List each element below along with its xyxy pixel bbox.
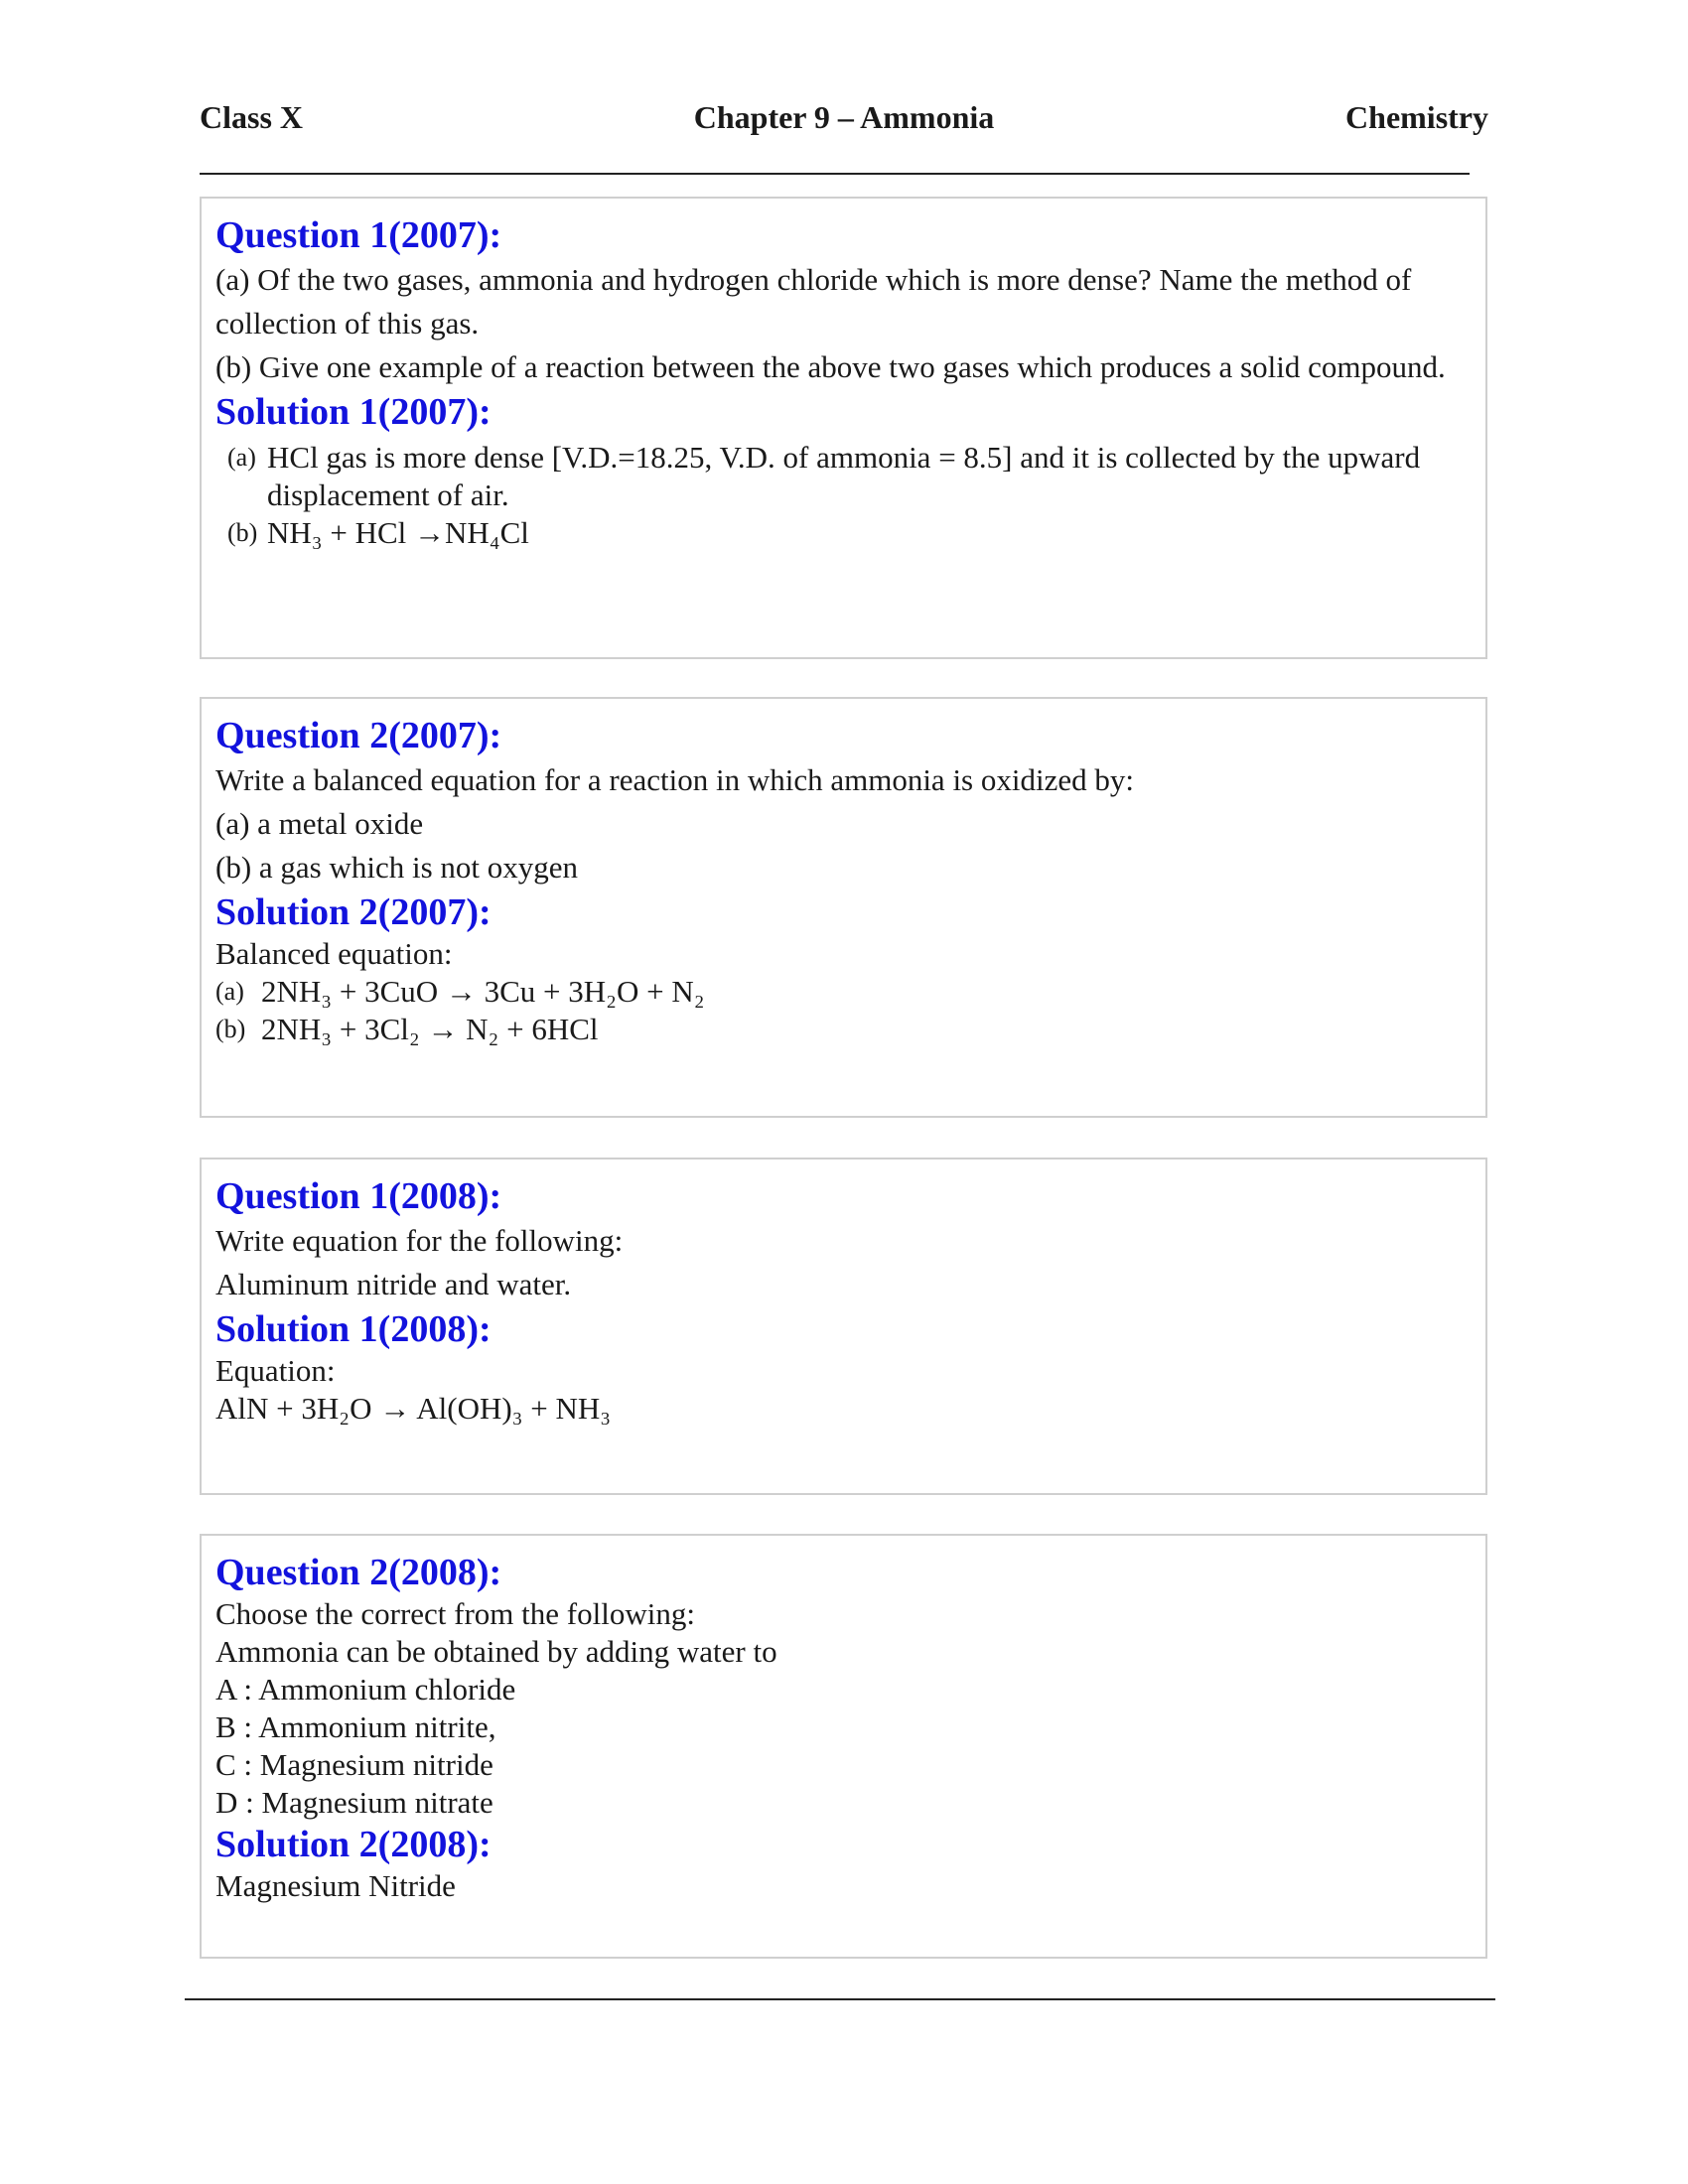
header-divider: [200, 173, 1470, 175]
option-a: A : Ammonium chloride: [215, 1672, 516, 1706]
solution-title: Solution 1(2008):: [215, 1308, 492, 1350]
solution-text: Equation:: [215, 1353, 336, 1388]
solution-item: [215, 973, 1472, 1011]
question-text: Ammonia can be obtained by adding water to: [215, 1634, 777, 1669]
solution-equation: 2NH₃ + 3Cl₂ → N₂ + 6HCl: [261, 1012, 599, 1046]
question-text: Aluminum nitride and water.: [215, 1267, 572, 1301]
item-label: (b): [227, 518, 258, 547]
question-text: (a) Of the two gases, ammonia and hydrogen chloride which is more dense? Name the method of collection of this gas.: [215, 262, 1412, 341]
question-title: Question 1(2007):: [215, 214, 502, 256]
qa-card-1-2008: [200, 1158, 1487, 1495]
question-text: (b) a gas which is not oxygen: [215, 850, 579, 885]
qa-card-2-2008: [200, 1534, 1487, 1959]
item-label: (b): [215, 1015, 246, 1043]
question-title: Question 2(2008):: [215, 1552, 502, 1593]
solution-equation: 2NH₃ + 3CuO → 3Cu + 3H₂O + N₂: [261, 974, 705, 1009]
qa-card-2-2007: [200, 697, 1487, 1118]
item-label: (a): [215, 977, 244, 1006]
solution-intro: Balanced equation:: [215, 936, 453, 971]
question-text: Write equation for the following:: [215, 1223, 624, 1258]
solution-equation: AlN + 3H₂O → Al(OH)₃ + NH₃: [215, 1391, 612, 1426]
option-c: C : Magnesium nitride: [215, 1747, 493, 1782]
solution-title: Solution 2(2008):: [215, 1824, 492, 1865]
solution-title: Solution 2(2007):: [215, 891, 492, 933]
header-class: Class X: [200, 99, 304, 135]
header-subject: Chemistry: [1345, 99, 1488, 135]
header-chapter-title: Chapter 9 – Ammonia: [693, 99, 995, 135]
question-title: Question 1(2008):: [215, 1175, 502, 1217]
solution-text: Magnesium Nitride: [215, 1868, 456, 1903]
qa-card-1-2007: [200, 197, 1487, 659]
question-text: (b) Give one example of a reaction between the above two gases which produces a solid compound.: [215, 349, 1446, 384]
solution-item: [215, 1011, 1472, 1048]
option-d: D : Magnesium nitrate: [215, 1785, 493, 1820]
question-text: (a) a metal oxide: [215, 806, 424, 841]
solution-item: [215, 439, 1472, 514]
option-b: B : Ammonium nitrite,: [215, 1709, 496, 1744]
footer-divider: [185, 1998, 1495, 2000]
item-label: (a): [227, 443, 256, 472]
solution-text: HCl gas is more dense [V.D.=18.25, V.D. of ammonia = 8.5] and it is collected by the upward displacement of air.: [267, 440, 1421, 512]
solution-title: Solution 1(2007):: [215, 391, 492, 433]
question-text: Choose the correct from the following:: [215, 1596, 695, 1631]
solution-equation: NH₃ + HCl →NH₄Cl: [267, 515, 529, 550]
question-text: Write a balanced equation for a reaction in which ammonia is oxidized by:: [215, 762, 1134, 797]
solution-item: [215, 514, 1472, 552]
question-title: Question 2(2007):: [215, 715, 502, 756]
